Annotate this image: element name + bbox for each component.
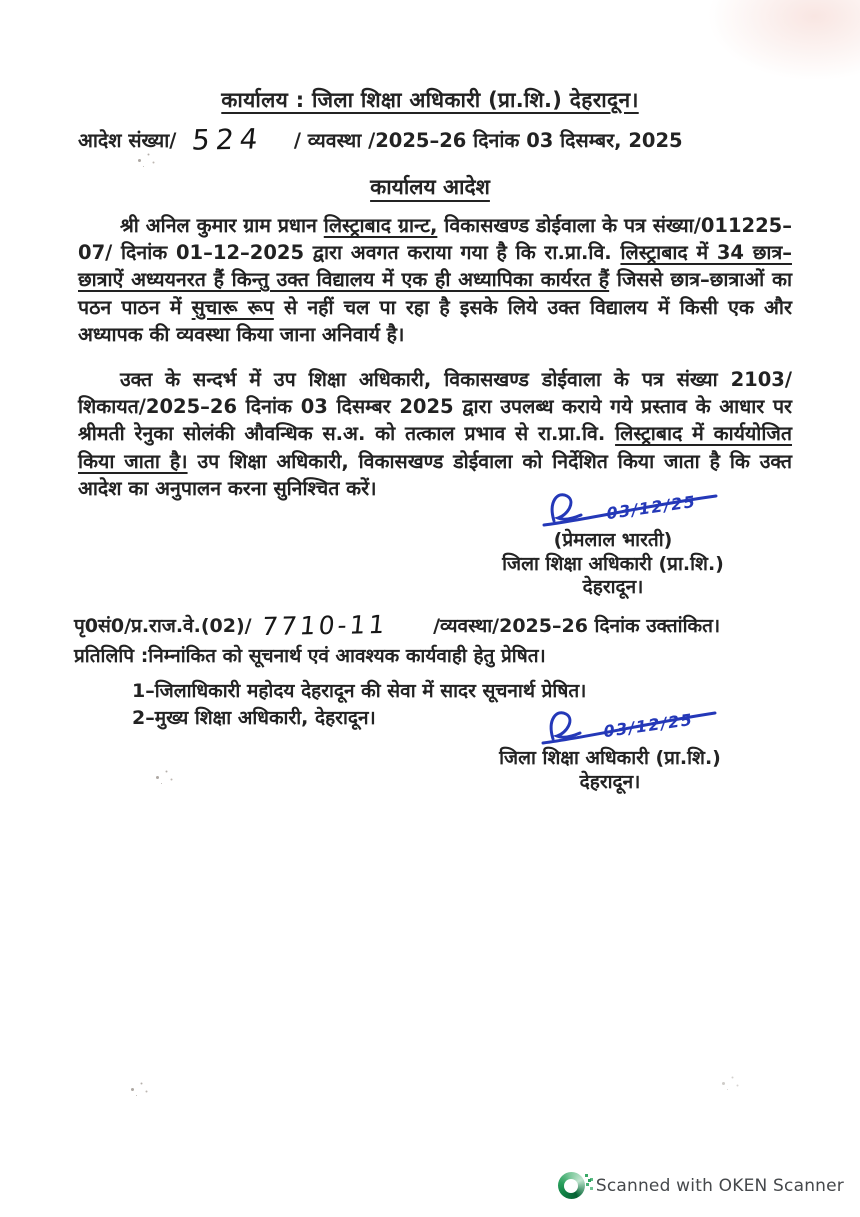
scanner-watermark	[558, 1172, 844, 1199]
copy-item: 1–जिलाधिकारी महोदय देहरादून की सेवा में सादर सूचनार्थ प्रेषित।	[132, 680, 587, 702]
oken-dots-icon	[588, 1179, 591, 1182]
document-title	[0, 173, 860, 201]
text-segment: लिस्ट्राबाद में 34 छात्र–छात्राऐं अध्ययनरत हैं किन्तु उक्त विद्यालय में एक ही अध्यापिका कार्यरत हैं	[78, 241, 792, 292]
order-number-line	[78, 122, 800, 157]
order-label: आदेश संख्या/	[78, 129, 177, 152]
copy-item: 2–मुख्य शिक्षा अधिकारी, देहरादून।	[132, 707, 376, 729]
text-segment: श्री अनिल कुमार ग्राम प्रधान	[120, 214, 324, 237]
text-segment: विकासखण्ड डोईवाला के पत्र संख्या/011225–07/ दिनांक 01–12–2025 द्वारा अवगत कराया गया है कि रा.प्रा.वि.	[78, 214, 792, 265]
document-title-text: कार्यालय आदेश	[370, 175, 490, 199]
handwritten-signature-date: 03/12/25	[605, 491, 697, 524]
body-paragraph-2	[78, 366, 792, 502]
text-segment: सुचारू रूप	[191, 295, 274, 319]
order-suffix: / व्यवस्था /2025–26 दिनांक 03 दिसम्बर, 2025	[293, 129, 683, 152]
text-segment: उप शिक्षा अधिकारी, विकासखण्ड डोईवाला को निर्देशित किया जाता है कि उक्त आदेश का अनुपालन करना सुनिश्चित करें।	[78, 449, 792, 500]
text-segment: जिससे छात्र–छात्राओं का पठन पाठन में	[78, 268, 792, 319]
ref-prefix: पृ0सं0/प्र.राज.वे.(02)/	[74, 615, 252, 637]
signature-scribble	[488, 493, 738, 529]
signature-scribble	[485, 711, 735, 747]
text-segment: से नहीं चल पा रहा है इसके लिये उक्त विद्यालय में किसी एक और अध्यापक की व्यवस्था किया जाना अनिवार्य है।	[78, 295, 792, 346]
body-paragraph-1	[78, 212, 792, 348]
signatory-place: देहरादून।	[582, 576, 644, 598]
scan-speck-artifact	[138, 159, 141, 162]
signatory-place: देहरादून।	[579, 770, 641, 793]
handwritten-ref-number: 7710-11	[259, 609, 389, 642]
signatory-name: (प्रेमलाल भारती)	[553, 529, 673, 551]
office-header-text: कार्यालय : जिला शिक्षा अधिकारी (प्रा.शि.) देहरादून।	[221, 88, 639, 112]
handwritten-order-number: 524	[190, 122, 266, 157]
signature-block-2	[485, 711, 735, 794]
copy-distribution-line: प्रतिलिपि :निम्नांकित को सूचनार्थ एवं आवश्यक कार्यवाही हेतु प्रेषित।	[74, 645, 546, 667]
text-segment: लिस्ट्राबाद में कार्ययोजित किया जाता है।	[78, 422, 792, 473]
handwritten-signature-date: 03/12/25	[602, 709, 694, 742]
scan-speck-artifact	[156, 776, 159, 779]
office-header-line	[0, 86, 860, 114]
scanner-watermark-text: Scanned with OKEN Scanner	[595, 1175, 844, 1196]
scan-smudge-artifact	[704, 0, 860, 83]
endorsement-ref-line	[74, 609, 805, 642]
oken-scanner-icon	[558, 1172, 585, 1199]
signatory-designation: जिला शिक्षा अधिकारी (प्रा.शि.)	[499, 747, 721, 769]
text-segment: उक्त के सन्दर्भ में उप शिक्षा अधिकारी, विकासखण्ड डोईवाला के पत्र संख्या 2103/शिकायत/2025–26 दिनांक 03 दिसम्बर 2025 द्वारा उपलब्ध कराये गये प्रस्ताव के आधार पर श्रीमती रेनुका सोलंकी औवन्धिक स.अ. को तत्काल प्रभाव से रा.प्रा.वि.	[78, 368, 792, 446]
signature-block-1	[488, 493, 738, 600]
oken-ring-icon	[558, 1172, 585, 1199]
ref-suffix: /व्यवस्था/2025–26 दिनांक उक्तांकित।	[433, 615, 721, 637]
signatory-designation: जिला शिक्षा अधिकारी (प्रा.शि.)	[502, 552, 724, 575]
scan-speck-artifact	[131, 1088, 134, 1091]
scan-speck-artifact	[722, 1082, 725, 1085]
text-segment: लिस्ट्राबाद ग्रान्ट,	[323, 214, 438, 237]
